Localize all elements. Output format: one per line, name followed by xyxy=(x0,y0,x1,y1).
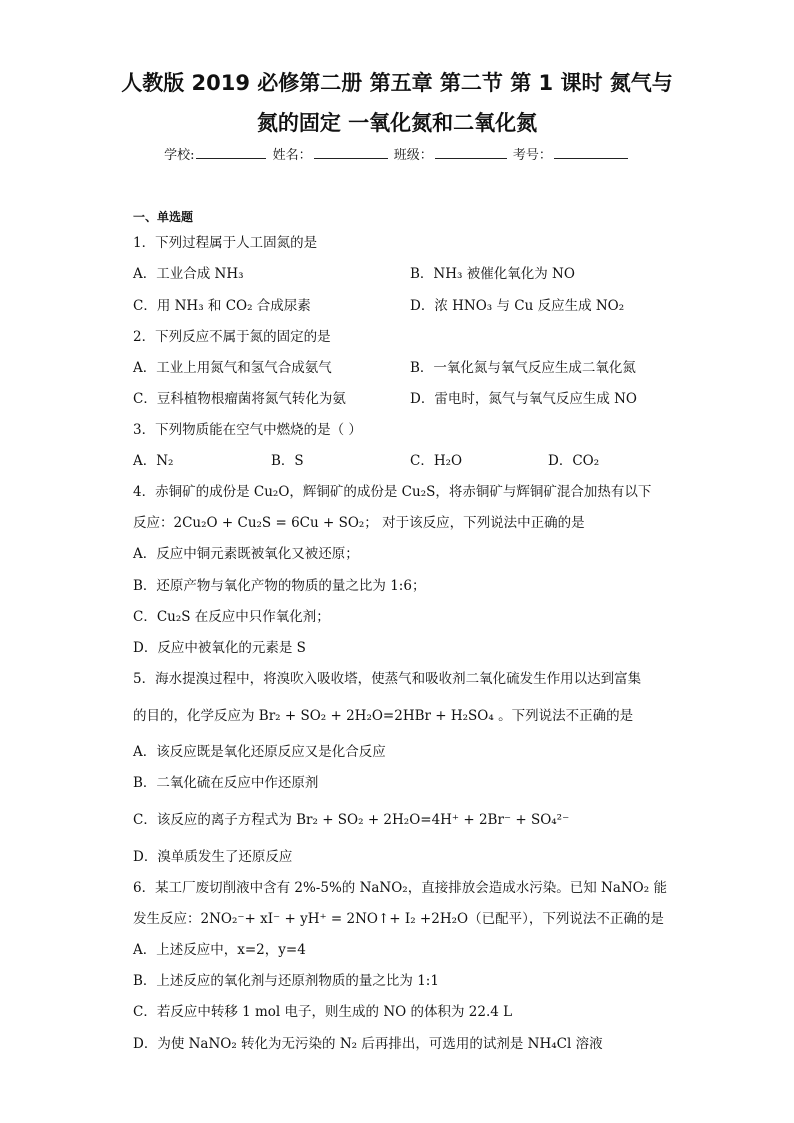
question-5-stem-line2: 的目的，化学反应为 Br₂ + SO₂ + 2H₂O=2HBr + H₂SO₄ 。下列说法不正确的是 xyxy=(133,708,634,724)
q3-option-c: C．H₂O xyxy=(410,453,463,469)
q5-option-a: A．该反应既是氧化还原反应又是化合反应 xyxy=(133,744,386,760)
school-blank[interactable] xyxy=(196,144,266,159)
number-label: 考号： xyxy=(512,148,552,163)
q4-option-c: C．Cu₂S 在反应中只作氧化剂； xyxy=(133,609,330,625)
q5-option-b: B．二氧化硫在反应中作还原剂 xyxy=(133,775,319,791)
question-6-stem-line1: 6．某工厂废切削液中含有 2%-5%的 NaNO₂，直接排放会造成水污染。已知 NaNO₂ 能 xyxy=(133,880,667,896)
school-label: 学校: xyxy=(164,148,195,163)
question-4-stem-line1: 4．赤铜矿的成份是 Cu₂O，辉铜矿的成份是 Cu₂S，将赤铜矿与辉铜矿混合加热有以下 xyxy=(133,484,652,500)
q6-option-c: C．若反应中转移 1 mol 电子，则生成的 NO 的体积为 22.4 L xyxy=(133,1004,513,1020)
q2-option-c: C．豆科植物根瘤菌将氮气转化为氨 xyxy=(133,391,346,407)
q2-option-b: B．一氧化氮与氧气反应生成二氧化氮 xyxy=(410,360,636,376)
class-blank[interactable] xyxy=(435,144,507,159)
q6-option-b: B．上述反应的氧化剂与还原剂物质的量之比为 1:1 xyxy=(133,973,439,989)
q4-option-b: B．还原产物与氧化产物的物质的量之比为 1:6； xyxy=(133,578,426,594)
q1-option-b: B．NH₃ 被催化氧化为 NO xyxy=(410,266,575,282)
q6-option-d: D．为使 NaNO₂ 转化为无污染的 N₂ 后再排出，可选用的试剂是 NH₄Cl 溶液 xyxy=(133,1036,603,1052)
question-2-stem: 2．下列反应不属于氮的固定的是 xyxy=(133,329,331,345)
q5-option-c: C．该反应的离子方程式为 Br₂ + SO₂ + 2H₂O=4H⁺ + 2Br⁻ + SO₄²⁻ xyxy=(133,812,570,828)
q3-option-b: B．S xyxy=(271,453,304,469)
q5-option-d: D．溴单质发生了还原反应 xyxy=(133,849,293,865)
number-blank[interactable] xyxy=(554,144,628,159)
q2-option-d: D．雷电时，氮气与氧气反应生成 NO xyxy=(410,391,637,407)
q4-option-a: A．反应中铜元素既被氧化又被还原； xyxy=(133,546,359,562)
name-blank[interactable] xyxy=(314,144,388,159)
question-5-stem-line1: 5．海水提溴过程中，将溴吹入吸收塔，使蒸气和吸收剂二氧化硫发生作用以达到富集 xyxy=(133,671,642,687)
q2-option-a: A．工业上用氮气和氢气合成氨气 xyxy=(133,360,332,376)
q1-option-a: A．工业合成 NH₃ xyxy=(133,266,244,282)
exam-title-line1: 人教版 2019 必修第二册 第五章 第二节 第 1 课时 氮气与 xyxy=(121,71,673,95)
q1-option-c: C．用 NH₃ 和 CO₂ 合成尿素 xyxy=(133,298,311,314)
question-4-stem-line2: 反应：2Cu₂O + Cu₂S = 6Cu + SO₂； 对于该反应，下列说法中正确的是 xyxy=(133,515,585,531)
question-1-stem: 1．下列过程属于人工固氮的是 xyxy=(133,235,318,251)
class-label: 班级： xyxy=(393,148,433,163)
question-6-stem-line2: 发生反应：2NO₂⁻+ xI⁻ + yH⁺ = 2NO↑+ I₂ +2H₂O（已配平），下列说法不正确的是 xyxy=(133,911,664,927)
q4-option-d: D．反应中被氧化的元素是 S xyxy=(133,640,306,656)
q6-option-a: A．上述反应中，x=2，y=4 xyxy=(133,942,306,958)
name-label: 姓名： xyxy=(272,148,312,163)
question-3-stem: 3．下列物质能在空气中燃烧的是（ ） xyxy=(133,422,362,438)
q1-option-d: D．浓 HNO₃ 与 Cu 反应生成 NO₂ xyxy=(410,298,625,314)
exam-title-line2: 氮的固定 一氧化氮和二氧化氮 xyxy=(256,111,538,135)
q3-option-d: D．CO₂ xyxy=(548,453,600,469)
section-heading: 一、单选题 xyxy=(133,210,194,224)
student-info-row xyxy=(0,144,794,165)
q3-option-a: A．N₂ xyxy=(133,453,174,469)
